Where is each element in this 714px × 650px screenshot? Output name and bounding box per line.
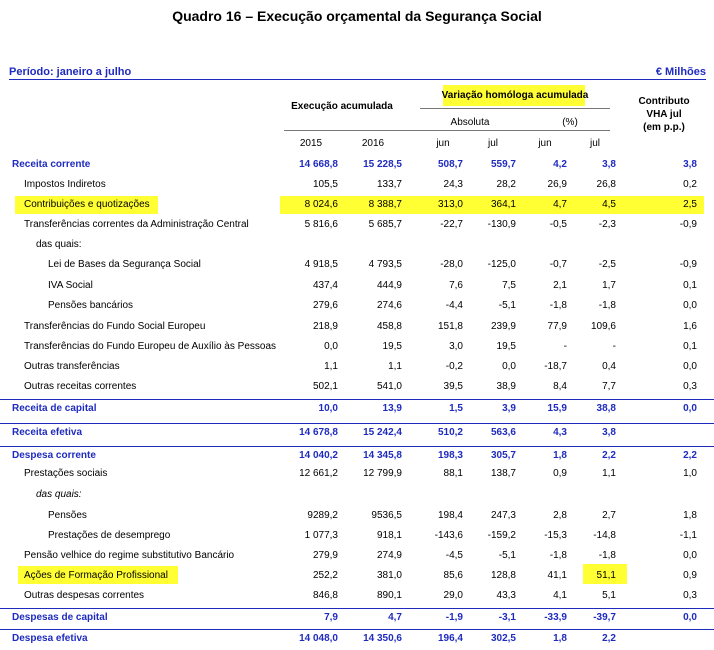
- cell-abs-jun: 85,6: [443, 570, 463, 581]
- cell-pct-jun: 4,3: [553, 427, 567, 438]
- cell-pct-jun: 15,9: [547, 403, 567, 414]
- cell-abs-jun: 508,7: [437, 159, 463, 170]
- cell-pct-jun: -0,5: [549, 219, 567, 230]
- cell-contrib: 0,0: [683, 300, 697, 311]
- table-row: [0, 216, 714, 236]
- cell-contrib: -0,9: [679, 219, 697, 230]
- period-label: Período: janeiro a julho: [9, 66, 132, 78]
- row-label: Despesa efetiva: [12, 633, 88, 644]
- table-row: [0, 338, 714, 358]
- cell-abs-jul: 128,8: [490, 570, 516, 581]
- cell-contrib: 2,2: [683, 450, 697, 461]
- row-label: das quais:: [36, 239, 82, 250]
- cell-2016: 458,8: [376, 321, 402, 332]
- cell-abs-jul: 3,9: [502, 403, 516, 414]
- header-percent: (%): [562, 117, 578, 128]
- cell-2015: 1 077,3: [304, 530, 338, 541]
- cell-abs-jun: 510,2: [437, 427, 463, 438]
- cell-contrib: 0,9: [683, 570, 697, 581]
- row-label: Contribuições e quotizações: [24, 199, 150, 210]
- table-title: Quadro 16 – Execução orçamental da Segurança Social: [172, 8, 542, 24]
- cell-2016: 133,7: [376, 179, 402, 190]
- row-label: Despesas de capital: [12, 612, 108, 623]
- cell-pct-jun: 41,1: [547, 570, 567, 581]
- cell-pct-jun: 4,1: [553, 590, 567, 601]
- cell-pct-jul: 1,1: [602, 468, 616, 479]
- row-label: Transferências correntes da Administração Central: [24, 219, 249, 230]
- table-row: [0, 486, 714, 506]
- cell-2015: 105,5: [312, 179, 338, 190]
- cell-abs-jul: -5,1: [498, 300, 516, 311]
- cell-2015: 9289,2: [307, 510, 338, 521]
- cell-pct-jun: -33,9: [544, 612, 567, 623]
- cell-abs-jul: 28,2: [496, 179, 516, 190]
- cell-2015: 12 661,2: [299, 468, 338, 479]
- cell-contrib: 1,0: [683, 468, 697, 479]
- cell-2015: 14 048,0: [299, 633, 338, 644]
- unit-label: € Milhões: [655, 66, 706, 78]
- cell-abs-jul: 364,1: [490, 199, 516, 210]
- cell-abs-jul: 563,6: [490, 427, 516, 438]
- cell-2015: 14 668,8: [299, 159, 338, 170]
- cell-pct-jul: -1,8: [598, 300, 616, 311]
- cell-2015: 502,1: [312, 381, 338, 392]
- cell-abs-jun: -4,4: [445, 300, 463, 311]
- cell-abs-jul: 138,7: [490, 468, 516, 479]
- cell-2016: 12 799,9: [363, 468, 402, 479]
- cell-2016: 274,6: [376, 300, 402, 311]
- cell-pct-jul: 2,2: [602, 450, 616, 461]
- cell-contrib: 0,0: [683, 550, 697, 561]
- cell-contrib: 1,6: [683, 321, 697, 332]
- cell-2016: 15 242,4: [363, 427, 402, 438]
- row-label: Ações de Formação Profissional: [24, 570, 168, 581]
- cell-pct-jul: 0,4: [602, 361, 616, 372]
- cell-pct-jul: 51,1: [596, 570, 616, 581]
- table-row: [0, 378, 714, 398]
- cell-pct-jul: 3,8: [602, 159, 616, 170]
- cell-abs-jul: -130,9: [487, 219, 516, 230]
- cell-pct-jun: -1,8: [549, 550, 567, 561]
- cell-abs-jul: 38,9: [496, 381, 516, 392]
- row-label: Receita corrente: [12, 159, 91, 170]
- table-row: [0, 176, 714, 196]
- cell-abs-jul: 0,0: [502, 361, 516, 372]
- cell-2016: 13,9: [382, 403, 402, 414]
- cell-2015: 279,9: [312, 550, 338, 561]
- cell-2016: 15 228,5: [363, 159, 402, 170]
- row-label: Prestações sociais: [24, 468, 108, 479]
- cell-abs-jun: -4,5: [445, 550, 463, 561]
- cell-pct-jul: 109,6: [590, 321, 616, 332]
- cell-abs-jul: 305,7: [490, 450, 516, 461]
- cell-pct-jun: -18,7: [544, 361, 567, 372]
- table-row: [0, 358, 714, 378]
- cell-2016: 19,5: [382, 341, 402, 352]
- cell-pct-jul: 26,8: [596, 179, 616, 190]
- cell-2016: 14 345,8: [363, 450, 402, 461]
- cell-contrib: 0,3: [683, 590, 697, 601]
- header-execucao: Execução acumulada: [291, 101, 393, 112]
- cell-abs-jun: 1,5: [449, 403, 463, 414]
- row-label: Outras transferências: [24, 361, 120, 372]
- cell-2015: 0,0: [324, 341, 338, 352]
- header-rule: [284, 130, 610, 131]
- table-row: [0, 547, 714, 567]
- cell-pct-jul: 5,1: [602, 590, 616, 601]
- cell-2016: 890,1: [376, 590, 402, 601]
- cell-pct-jun: 4,7: [553, 199, 567, 210]
- cell-2016: 9536,5: [371, 510, 402, 521]
- cell-abs-jun: 88,1: [443, 468, 463, 479]
- cell-2016: 274,9: [376, 550, 402, 561]
- header-variacao: Variação homóloga acumulada: [441, 90, 589, 101]
- cell-pct-jun: -: [563, 341, 567, 352]
- cell-2016: 444,9: [376, 280, 402, 291]
- cell-pct-jun: 26,9: [547, 179, 567, 190]
- cell-pct-jun: 77,9: [547, 321, 567, 332]
- table-row: [0, 156, 714, 176]
- cell-pct-jul: 3,8: [602, 427, 616, 438]
- header-abs-jul: jul: [487, 138, 498, 149]
- cell-contrib: 3,8: [683, 159, 697, 170]
- cell-abs-jun: 151,8: [437, 321, 463, 332]
- cell-pct-jun: 0,9: [553, 468, 567, 479]
- cell-pct-jul: 2,2: [602, 633, 616, 644]
- cell-2015: 437,4: [312, 280, 338, 291]
- cell-contrib: -1,1: [679, 530, 697, 541]
- table-row: [0, 465, 714, 485]
- cell-pct-jun: -0,7: [549, 259, 567, 270]
- cell-abs-jul: -3,1: [498, 612, 516, 623]
- cell-contrib: 0,1: [683, 341, 697, 352]
- row-label: Pensões: [48, 510, 87, 521]
- row-label: Receita efetiva: [12, 427, 83, 438]
- cell-abs-jun: 24,3: [443, 179, 463, 190]
- table-row: [0, 629, 714, 650]
- header-pct-jul: jul: [589, 138, 600, 149]
- header-contributo-3: (em p.p.): [643, 122, 685, 133]
- header-abs-jun: jun: [436, 138, 450, 149]
- cell-abs-jun: 198,4: [437, 510, 463, 521]
- cell-pct-jun: -1,8: [549, 300, 567, 311]
- cell-abs-jul: -159,2: [487, 530, 516, 541]
- cell-abs-jul: 247,3: [490, 510, 516, 521]
- cell-pct-jul: 4,5: [602, 199, 616, 210]
- cell-contrib: 0,0: [683, 403, 697, 414]
- cell-2015: 5 816,6: [304, 219, 338, 230]
- table-row: [0, 567, 714, 587]
- cell-2015: 252,2: [312, 570, 338, 581]
- cell-abs-jun: -0,2: [445, 361, 463, 372]
- table-row: [0, 446, 714, 467]
- cell-abs-jul: 19,5: [496, 341, 516, 352]
- cell-abs-jul: -125,0: [487, 259, 516, 270]
- table-row: [0, 608, 714, 629]
- cell-2016: 4,7: [388, 612, 402, 623]
- cell-abs-jul: 302,5: [490, 633, 516, 644]
- cell-abs-jun: 313,0: [437, 199, 463, 210]
- cell-pct-jul: 7,7: [602, 381, 616, 392]
- row-label: Despesa corrente: [12, 450, 96, 461]
- cell-pct-jun: 1,8: [553, 450, 567, 461]
- row-label: Transferências do Fundo Europeu de Auxílio às Pessoas: [24, 341, 277, 352]
- table-row: [0, 507, 714, 527]
- cell-abs-jun: 198,3: [437, 450, 463, 461]
- cell-2015: 8 024,6: [304, 199, 338, 210]
- table-row: [0, 236, 714, 256]
- cell-2015: 1,1: [324, 361, 338, 372]
- cell-pct-jun: 1,8: [553, 633, 567, 644]
- cell-pct-jul: -2,3: [598, 219, 616, 230]
- header-2015: 2015: [299, 138, 323, 149]
- cell-pct-jun: -15,3: [544, 530, 567, 541]
- cell-2016: 918,1: [376, 530, 402, 541]
- cell-2016: 381,0: [376, 570, 402, 581]
- cell-contrib: 0,0: [683, 612, 697, 623]
- cell-contrib: -0,9: [679, 259, 697, 270]
- header-contributo-2: VHA jul: [646, 109, 682, 120]
- cell-contrib: 0,1: [683, 280, 697, 291]
- cell-2015: 7,9: [324, 612, 338, 623]
- table-row: [0, 318, 714, 338]
- cell-abs-jun: -22,7: [440, 219, 463, 230]
- row-label: Outras despesas correntes: [24, 590, 145, 601]
- cell-pct-jul: -1,8: [598, 550, 616, 561]
- cell-pct-jun: 8,4: [553, 381, 567, 392]
- row-label: IVA Social: [48, 280, 93, 291]
- cell-abs-jun: 29,0: [443, 590, 463, 601]
- cell-abs-jul: -5,1: [498, 550, 516, 561]
- cell-contrib: 0,2: [683, 179, 697, 190]
- cell-abs-jun: 7,6: [449, 280, 463, 291]
- table-row: [0, 196, 714, 216]
- cell-pct-jul: -2,5: [598, 259, 616, 270]
- cell-2015: 14 678,8: [299, 427, 338, 438]
- row-label: das quais:: [36, 489, 82, 500]
- cell-pct-jul: 38,8: [596, 403, 616, 414]
- row-label: Impostos Indiretos: [24, 179, 106, 190]
- header-top-rule: [9, 79, 706, 80]
- header-contributo-1: Contributo: [638, 96, 690, 107]
- cell-pct-jul: 1,7: [602, 280, 616, 291]
- cell-2016: 14 350,6: [363, 633, 402, 644]
- cell-pct-jun: 4,2: [553, 159, 567, 170]
- cell-contrib: 1,8: [683, 510, 697, 521]
- cell-2015: 218,9: [312, 321, 338, 332]
- header-2016: 2016: [361, 138, 385, 149]
- cell-pct-jul: -14,8: [593, 530, 616, 541]
- cell-pct-jul: 2,7: [602, 510, 616, 521]
- table-row: [0, 277, 714, 297]
- table-row: [0, 527, 714, 547]
- cell-2015: 14 040,2: [299, 450, 338, 461]
- cell-abs-jul: 559,7: [490, 159, 516, 170]
- table-row: [0, 256, 714, 276]
- cell-abs-jun: -28,0: [440, 259, 463, 270]
- row-label: Receita de capital: [12, 403, 97, 414]
- cell-abs-jun: -1,9: [445, 612, 463, 623]
- table-row: [0, 399, 714, 420]
- table-row: [0, 587, 714, 607]
- row-label: Transferências do Fundo Social Europeu: [24, 321, 206, 332]
- header-absoluta: Absoluta: [450, 117, 490, 128]
- row-label: Pensões bancários: [48, 300, 134, 311]
- cell-abs-jul: 43,3: [496, 590, 516, 601]
- header-rule: [420, 108, 610, 109]
- table-row: [0, 423, 714, 444]
- cell-2016: 8 388,7: [368, 199, 402, 210]
- header-pct-jun: jun: [538, 138, 552, 149]
- cell-pct-jun: 2,8: [553, 510, 567, 521]
- cell-pct-jul: -39,7: [593, 612, 616, 623]
- cell-pct-jun: 2,1: [553, 280, 567, 291]
- cell-contrib: 0,0: [683, 361, 697, 372]
- cell-abs-jun: 3,0: [449, 341, 463, 352]
- cell-2016: 1,1: [388, 361, 402, 372]
- cell-pct-jul: -: [612, 341, 616, 352]
- cell-contrib: 2,5: [683, 199, 697, 210]
- cell-2015: 4 918,5: [304, 259, 338, 270]
- cell-2016: 4 793,5: [368, 259, 402, 270]
- cell-abs-jul: 7,5: [502, 280, 516, 291]
- cell-abs-jul: 239,9: [490, 321, 516, 332]
- cell-abs-jun: 39,5: [443, 381, 463, 392]
- cell-2015: 279,6: [312, 300, 338, 311]
- cell-abs-jun: 196,4: [437, 633, 463, 644]
- cell-2015: 10,0: [318, 403, 338, 414]
- cell-2016: 541,0: [376, 381, 402, 392]
- row-label: Prestações de desemprego: [48, 530, 171, 541]
- row-label: Lei de Bases da Segurança Social: [48, 259, 201, 270]
- cell-2015: 846,8: [312, 590, 338, 601]
- cell-abs-jun: -143,6: [434, 530, 463, 541]
- row-label: Pensão velhice do regime substitutivo Bancário: [24, 550, 235, 561]
- cell-2016: 5 685,7: [368, 219, 402, 230]
- table-row: [0, 297, 714, 317]
- row-label: Outras receitas correntes: [24, 381, 137, 392]
- cell-contrib: 0,3: [683, 381, 697, 392]
